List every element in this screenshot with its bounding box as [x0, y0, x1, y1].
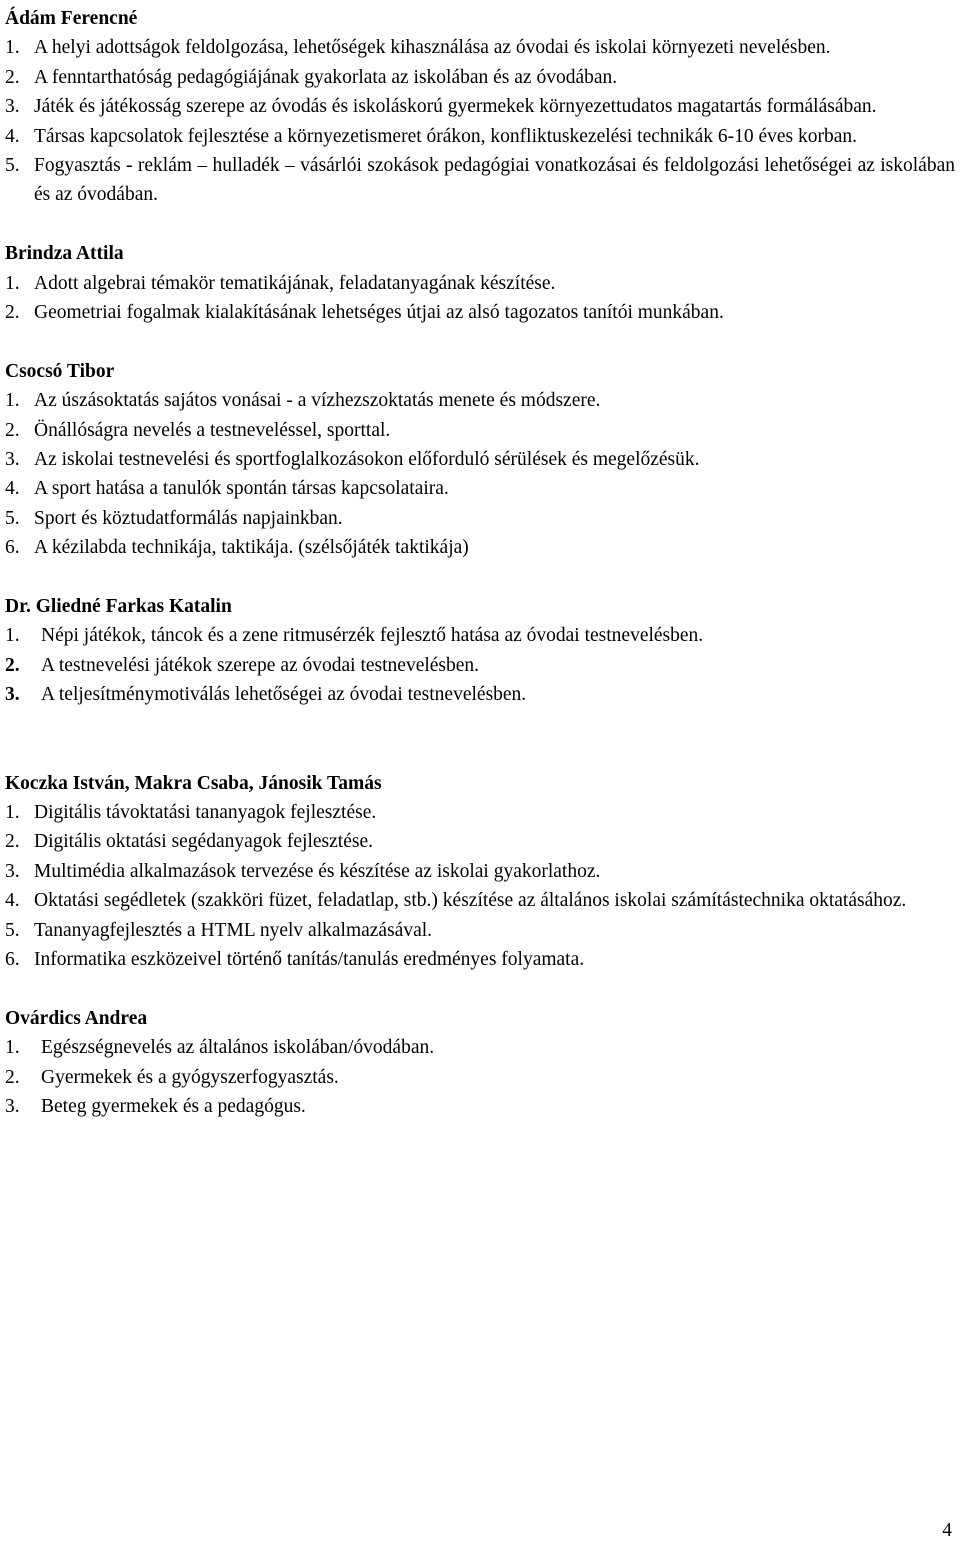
topic-number: 3. [5, 860, 20, 882]
topic-number: 1. [5, 801, 20, 823]
author-name: Dr. Gliedné Farkas Katalin [5, 596, 232, 618]
topic-item [5, 504, 955, 533]
topic-text: Fogyasztás - reklám – hulladék – vásárlói szokások pedagógiai vonatkozásai és feldolgozási lehetőségei az iskolában és az óvodában. [34, 155, 955, 206]
topic-item [5, 151, 955, 210]
topic-text: Sport és köztudatformálás napjainkban. [34, 507, 343, 529]
topic-text: Játék és játékosság szerepe az óvodás és iskoláskorú gyermekek környezettudatos magatartás formálásában. [34, 96, 877, 118]
topic-item [5, 298, 955, 327]
topic-number: 1. [5, 272, 20, 294]
topic-number: 6. [5, 537, 20, 559]
topic-list [5, 33, 955, 209]
topic-text: A fenntarthatóság pedagógiájának gyakorlata az iskolában és az óvodában. [34, 66, 618, 88]
topic-number: 4. [5, 125, 20, 147]
topic-item [5, 680, 955, 709]
topic-list [5, 269, 955, 328]
topic-text: A testnevelési játékok szerepe az óvodai testnevelésben. [41, 654, 480, 676]
topic-list [5, 798, 955, 974]
topic-text: Beteg gyermekek és a pedagógus. [41, 1095, 306, 1117]
topic-item [5, 916, 955, 945]
author-name: Koczka István, Makra Csaba, Jánosik Tamás [5, 772, 382, 794]
topic-text: Gyermekek és a gyógyszerfogyasztás. [41, 1066, 339, 1088]
topic-text: Egészségnevelés az általános iskolában/óvodában. [41, 1037, 435, 1059]
topic-item [5, 651, 955, 680]
topic-text: A helyi adottságok feldolgozása, lehetőségek kihasználása az óvodai és iskolai környezeti nevelésben. [34, 37, 831, 59]
section-spacer [5, 210, 955, 239]
topic-item [5, 416, 955, 445]
topic-text: Multimédia alkalmazások tervezése és készítése az iskolai gyakorlathoz. [34, 860, 601, 882]
topic-text: Geometriai fogalmak kialakításának lehetséges útjai az alsó tagozatos tanítói munkában. [34, 302, 724, 324]
topic-text: Önállóságra nevelés a testneveléssel, sporttal. [34, 419, 391, 441]
topic-item [5, 533, 955, 562]
author-name: Ádám Ferencné [5, 8, 138, 29]
topic-item [5, 92, 955, 121]
topic-item [5, 63, 955, 92]
author-section [5, 769, 955, 975]
topic-item [5, 445, 955, 474]
author-section [5, 239, 955, 327]
topic-text: A sport hatása a tanulók spontán társas kapcsolataira. [34, 478, 449, 500]
topic-number: 1. [5, 37, 20, 59]
topic-number: 1. [5, 1037, 20, 1059]
document-page [5, 4, 955, 1121]
section-spacer [5, 710, 955, 769]
topic-text: Társas kapcsolatok fejlesztése a környezetismeret órákon, konfliktuskezelési technikák 6-10 éves korban. [34, 125, 858, 147]
topic-number: 3. [5, 684, 20, 706]
topic-text: A teljesítménymotiválás lehetőségei az óvodai testnevelésben. [41, 684, 527, 706]
topic-text: A kézilabda technikája, taktikája. (szélsőjáték taktikája) [34, 537, 469, 559]
topic-item [5, 798, 955, 827]
topic-number: 2. [5, 654, 20, 676]
topic-text: Digitális oktatási segédanyagok fejlesztése. [34, 831, 373, 853]
topic-item [5, 886, 955, 915]
topic-item [5, 1063, 955, 1092]
topic-item [5, 386, 955, 415]
author-section [5, 1004, 955, 1122]
topic-number: 1. [5, 390, 20, 412]
topic-number: 4. [5, 478, 20, 500]
topic-text: Digitális távoktatási tananyagok fejlesztése. [34, 801, 377, 823]
topic-item [5, 474, 955, 503]
topic-number: 2. [5, 419, 20, 441]
topic-item [5, 1092, 955, 1121]
topic-list [5, 1033, 955, 1121]
author-section [5, 592, 955, 710]
topic-number: 1. [5, 625, 20, 647]
topic-number: 3. [5, 96, 20, 118]
author-name: Ovárdics Andrea [5, 1007, 148, 1029]
topic-item [5, 269, 955, 298]
topic-number: 6. [5, 948, 20, 970]
topic-item [5, 33, 955, 62]
page-number: 4 [942, 1520, 952, 1541]
topic-item [5, 1033, 955, 1062]
topic-text: Az úszásoktatás sajátos vonásai - a vízhezszoktatás menete és módszere. [34, 390, 601, 412]
section-spacer [5, 974, 955, 1003]
topic-number: 3. [5, 449, 20, 471]
section-spacer [5, 327, 955, 356]
topic-text: Informatika eszközeivel történő tanítás/tanulás eredményes folyamata. [34, 948, 585, 970]
topic-number: 5. [5, 155, 20, 177]
topic-text: Oktatási segédletek (szakköri füzet, feladatlap, stb.) készítése az általános iskolai számítástechnika oktatásához. [34, 890, 907, 912]
topic-list [5, 386, 955, 562]
topic-number: 3. [5, 1095, 20, 1117]
topic-number: 2. [5, 831, 20, 853]
topic-number: 5. [5, 507, 20, 529]
author-section [5, 357, 955, 563]
topic-item [5, 857, 955, 886]
topic-text: Tananyagfejlesztés a HTML nyelv alkalmazásával. [34, 919, 433, 941]
topic-item [5, 945, 955, 974]
topic-text: Népi játékok, táncok és a zene ritmusérzék fejlesztő hatása az óvodai testnevelésben. [41, 625, 704, 647]
author-name: Csocsó Tibor [5, 360, 115, 382]
topic-text: Adott algebrai témakör tematikájának, feladatanyagának készítése. [34, 272, 556, 294]
topic-item [5, 827, 955, 856]
topic-number: 2. [5, 302, 20, 324]
topic-item [5, 621, 955, 650]
author-name: Brindza Attila [5, 243, 124, 265]
topic-number: 4. [5, 890, 20, 912]
section-spacer [5, 563, 955, 592]
topic-text: Az iskolai testnevelési és sportfoglalkozásokon előforduló sérülések és megelőzésük. [34, 449, 700, 471]
topic-number: 2. [5, 66, 20, 88]
topic-number: 2. [5, 1066, 20, 1088]
topic-item [5, 122, 955, 151]
author-section [5, 4, 955, 210]
topic-number: 5. [5, 919, 20, 941]
topic-list [5, 621, 955, 709]
